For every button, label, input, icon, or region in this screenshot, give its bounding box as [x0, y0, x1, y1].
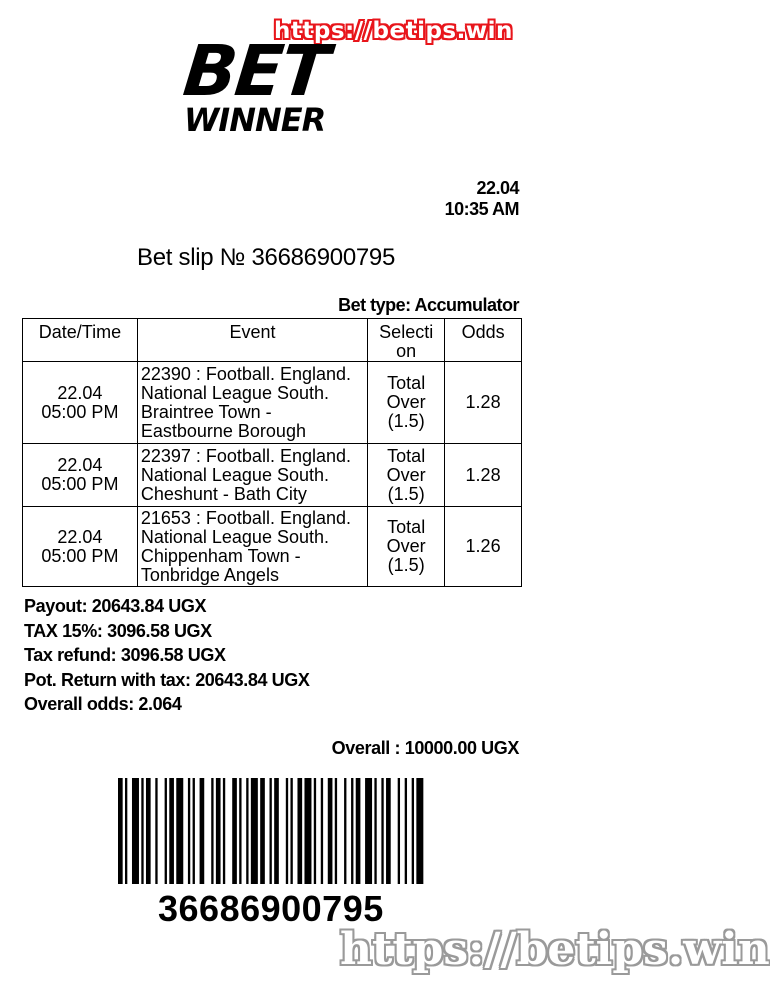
overall-stake: Overall : 10000.00 UGX: [331, 738, 519, 758]
cell-odds: 1.28: [445, 362, 522, 444]
barcode-bar: [155, 778, 157, 884]
cell-event: 21653 : Football. England. National League South. Chippenham Town - Tonbridge Angels: [137, 507, 367, 587]
overall-odds-line: Overall odds: 2.064: [24, 694, 182, 715]
table-row: [23, 444, 522, 507]
cell-time: 05:00 PM: [41, 401, 119, 422]
barcode-bar: [290, 778, 292, 884]
cell-time: 05:00 PM: [41, 545, 119, 566]
bet-slip-title: Bet slip № 36686900795: [137, 244, 396, 271]
barcode-bar: [200, 778, 205, 884]
cell-datetime: [23, 362, 138, 444]
barcode-bar: [270, 778, 272, 884]
barcode-bar: [165, 778, 167, 884]
print-date: 22.04: [476, 178, 519, 198]
barcode-number: 36686900795: [158, 888, 384, 929]
barcode-bar: [216, 778, 221, 884]
barcode-bar: [328, 778, 333, 884]
barcode-bar: [335, 778, 337, 884]
barcode-bar: [416, 778, 423, 884]
barcode-bar: [211, 778, 213, 884]
bet-type: Bet type: Accumulator: [338, 295, 519, 315]
logo-winner-text: WINNER: [184, 101, 326, 139]
cell-selection: [368, 362, 445, 444]
cell-date: 22.04: [57, 526, 103, 547]
bet-summary: [24, 594, 309, 717]
barcode-bar: [351, 778, 353, 884]
betwinner-logo: [179, 30, 364, 139]
column-header-selection: [368, 319, 445, 362]
barcode-bar: [141, 778, 143, 884]
cell-selection-text: Total Over (1.5): [386, 373, 426, 431]
barcode-bar: [232, 778, 237, 884]
tax-line: TAX 15%: 3096.58 UGX: [24, 620, 212, 641]
cell-odds: 1.26: [445, 507, 522, 587]
events-table: [22, 318, 522, 587]
barcode-bar: [412, 778, 414, 884]
barcode-bar: [297, 778, 302, 884]
cell-selection: [368, 507, 445, 587]
barcode-bar: [344, 778, 346, 884]
print-datetime: [445, 178, 519, 220]
logo-bet-text: BET: [179, 30, 332, 112]
cell-event: 22397 : Football. England. National League South. Cheshunt - Bath City: [137, 444, 367, 507]
cell-selection: [368, 444, 445, 507]
table-header-row: [23, 319, 522, 362]
cell-selection-text: Total Over (1.5): [386, 517, 426, 575]
barcode-bar: [374, 778, 376, 884]
barcode-bar: [365, 778, 372, 884]
barcode-bar: [381, 778, 383, 884]
cell-datetime: [23, 444, 138, 507]
barcode-bar: [251, 778, 258, 884]
table-row: [23, 362, 522, 444]
tax-refund-line: Tax refund: 3096.58 UGX: [24, 645, 226, 666]
barcode-bar: [188, 778, 190, 884]
barcode-bar: [223, 778, 225, 884]
barcode-bar: [314, 778, 316, 884]
cell-time: 05:00 PM: [41, 474, 119, 494]
barcode-bar: [146, 778, 151, 884]
cell-date: 22.04: [57, 455, 103, 475]
watermark-bottom: https://betips.win: [340, 924, 770, 975]
cell-event: 22390 : Football. England. National League South. Braintree Town - Eastbourne Borough: [137, 362, 367, 444]
barcode-bar: [321, 778, 323, 884]
barcode-bar: [239, 778, 241, 884]
barcode-bar: [169, 778, 174, 884]
column-header-odds: Odds: [445, 319, 522, 362]
barcode-bar: [246, 778, 248, 884]
cell-selection-text: Total Over (1.5): [386, 445, 426, 504]
barcode-bar: [286, 778, 288, 884]
payout-line: Payout: 20643.84 UGX: [24, 596, 207, 616]
cell-datetime: [23, 507, 138, 587]
barcode-bar: [405, 778, 407, 884]
table-row: [23, 507, 522, 587]
column-header-selection-text: Selection: [379, 322, 434, 361]
watermark-top: https://betips.win: [274, 18, 513, 44]
print-time: 10:35 AM: [444, 199, 519, 219]
barcode-image: [118, 778, 428, 884]
cell-date: 22.04: [57, 382, 103, 403]
barcode-bar: [193, 778, 195, 884]
barcode-bar: [118, 778, 123, 884]
barcode-bar: [176, 778, 183, 884]
pot-return-line: Pot. Return with tax: 20643.84 UGX: [24, 669, 310, 690]
barcode-bar: [386, 778, 391, 884]
barcode-bar: [274, 778, 279, 884]
barcode-bar: [132, 778, 139, 884]
barcode-bar: [260, 778, 265, 884]
barcode-bar: [304, 778, 311, 884]
cell-odds: 1.28: [445, 444, 522, 507]
column-header-datetime: Date/Time: [23, 319, 138, 362]
barcode-bar: [356, 778, 361, 884]
barcode-bar: [398, 778, 400, 884]
barcode-bar: [125, 778, 127, 884]
column-header-event: Event: [137, 319, 367, 362]
